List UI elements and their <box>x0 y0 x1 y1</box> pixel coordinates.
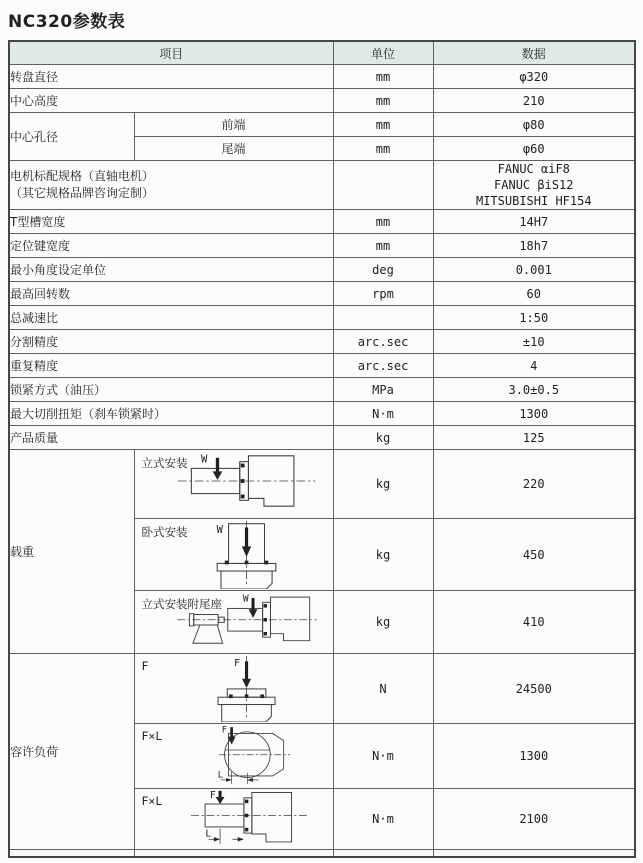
force-w-label: W <box>200 452 207 466</box>
force-w-label: W <box>216 524 223 537</box>
item-cell: 锁紧方式（油压） <box>9 378 333 402</box>
unit-cell: N·m <box>333 724 433 789</box>
value-cell: 0.001 <box>433 258 635 282</box>
value-cell: 2100 <box>433 789 635 850</box>
value-cell: 210 <box>433 89 635 113</box>
item-cell: 产品质量 <box>9 426 333 450</box>
empty-cell <box>134 850 333 858</box>
unit-cell: deg <box>333 258 433 282</box>
diagram-cell <box>134 450 333 519</box>
column-header-item: 项目 <box>9 41 333 65</box>
table-row <box>9 258 635 282</box>
value-cell: φ80 <box>433 113 635 137</box>
table-row <box>9 113 635 137</box>
load-case-label: F <box>141 659 149 673</box>
unit-cell <box>333 161 433 210</box>
table-row <box>9 378 635 402</box>
column-header-data: 数据 <box>433 41 635 65</box>
mount-type-label: 立式安装附尾座 <box>141 597 222 611</box>
value-cell <box>433 161 635 210</box>
dimension-l <box>205 829 243 844</box>
motor-option: MITSUBISHI HF154 <box>475 194 592 208</box>
diagram-cell <box>134 724 333 789</box>
value-cell: 24500 <box>433 654 635 724</box>
value-cell: ±10 <box>433 330 635 354</box>
value-cell: 125 <box>433 426 635 450</box>
empty-cell <box>433 850 635 858</box>
item-cell: 最高回转数 <box>9 282 333 306</box>
item-cell: 中心高度 <box>9 89 333 113</box>
unit-cell: arc.sec <box>333 354 433 378</box>
value-cell: 4 <box>433 354 635 378</box>
unit-cell: N·m <box>333 789 433 850</box>
unit-cell: N <box>333 654 433 724</box>
dim-l-label: L <box>217 770 223 781</box>
table-row <box>9 306 635 330</box>
header-row <box>9 41 635 65</box>
unit-cell: kg <box>333 426 433 450</box>
unit-cell: mm <box>333 234 433 258</box>
item-cell: 最大切削扭矩（刹车锁紧时） <box>9 402 333 426</box>
table-row-load-vertical <box>9 450 635 519</box>
item-cell: 定位键宽度 <box>9 234 333 258</box>
unit-cell: kg <box>333 591 433 654</box>
unit-cell: MPa <box>333 378 433 402</box>
value-cell: 1300 <box>433 724 635 789</box>
value-cell: 60 <box>433 282 635 306</box>
unit-cell: mm <box>333 137 433 161</box>
subitem-cell: 尾端 <box>134 137 333 161</box>
item-cell: 重复精度 <box>9 354 333 378</box>
column-header-unit: 单位 <box>333 41 433 65</box>
down-arrow-icon <box>215 791 224 804</box>
load-case-label: F×L <box>141 794 163 808</box>
mount-type-label: 卧式安装 <box>141 525 188 539</box>
motor-spec-line1: 电机标配规格（直轴电机） <box>10 169 155 183</box>
motor-option: FANUC βiS12 <box>494 178 574 192</box>
spec-table <box>8 40 636 858</box>
dim-l-label: L <box>204 828 211 840</box>
table-row <box>9 210 635 234</box>
table-row <box>9 282 635 306</box>
motor-spec-line2: （其它规格品牌咨询定制） <box>10 186 155 200</box>
group-label-center-bore: 中心孔径 <box>9 113 134 161</box>
page-title: NC320参数表 <box>8 12 126 32</box>
moment-side-diagram <box>172 789 322 849</box>
unit-cell: mm <box>333 113 433 137</box>
bottom-strip-row <box>9 850 635 858</box>
item-cell: 总减速比 <box>9 306 333 330</box>
force-w-label: W <box>242 593 249 605</box>
table-row <box>9 89 635 113</box>
value-cell: 3.0±0.5 <box>433 378 635 402</box>
horizontal-mount-diagram <box>172 519 322 589</box>
value-cell: 410 <box>433 591 635 654</box>
table-row <box>9 65 635 89</box>
table-row <box>9 402 635 426</box>
force-f-label: F <box>233 657 240 669</box>
unit-cell: kg <box>333 450 433 519</box>
unit-cell <box>333 306 433 330</box>
unit-cell: N·m <box>333 402 433 426</box>
item-cell: 最小角度设定单位 <box>9 258 333 282</box>
table-row-motor-spec <box>9 161 635 210</box>
empty-cell <box>9 850 134 858</box>
moment-front-diagram <box>172 724 322 787</box>
value-cell: 450 <box>433 519 635 591</box>
item-cell: 分割精度 <box>9 330 333 354</box>
subitem-cell: 前端 <box>134 113 333 137</box>
table-row <box>9 330 635 354</box>
table-row <box>9 354 635 378</box>
vertical-mount-diagram <box>172 450 322 512</box>
down-arrow-icon <box>241 528 250 557</box>
diagram-cell <box>134 519 333 591</box>
group-label-allowable-load: 容许负荷 <box>9 654 134 850</box>
item-cell: 转盘直径 <box>9 65 333 89</box>
diagram-cell <box>134 591 333 654</box>
table-row-allow-axial <box>9 654 635 724</box>
unit-cell: mm <box>333 89 433 113</box>
value-cell: φ60 <box>433 137 635 161</box>
table-row <box>9 426 635 450</box>
value-cell: 18h7 <box>433 234 635 258</box>
mount-type-label: 立式安装 <box>141 456 188 470</box>
force-f-label: F <box>209 789 216 801</box>
down-arrow-icon <box>241 661 250 688</box>
axial-force-diagram <box>172 654 322 722</box>
value-cell: φ320 <box>433 65 635 89</box>
value-cell: 1:50 <box>433 306 635 330</box>
force-f-label: F <box>221 725 227 736</box>
group-label-load: 载重 <box>9 450 134 654</box>
load-case-label: F×L <box>141 729 163 743</box>
unit-cell: kg <box>333 519 433 591</box>
diagram-cell <box>134 789 333 850</box>
value-cell: 14H7 <box>433 210 635 234</box>
table-row <box>9 234 635 258</box>
item-cell: T型槽宽度 <box>9 210 333 234</box>
value-cell: 1300 <box>433 402 635 426</box>
unit-cell: mm <box>333 210 433 234</box>
unit-cell: arc.sec <box>333 330 433 354</box>
motor-option: FANUC αiF8 <box>497 162 570 176</box>
item-cell <box>9 161 333 210</box>
unit-cell: rpm <box>333 282 433 306</box>
unit-cell: mm <box>333 65 433 89</box>
diagram-cell <box>134 654 333 724</box>
value-cell: 220 <box>433 450 635 519</box>
empty-cell <box>333 850 433 858</box>
